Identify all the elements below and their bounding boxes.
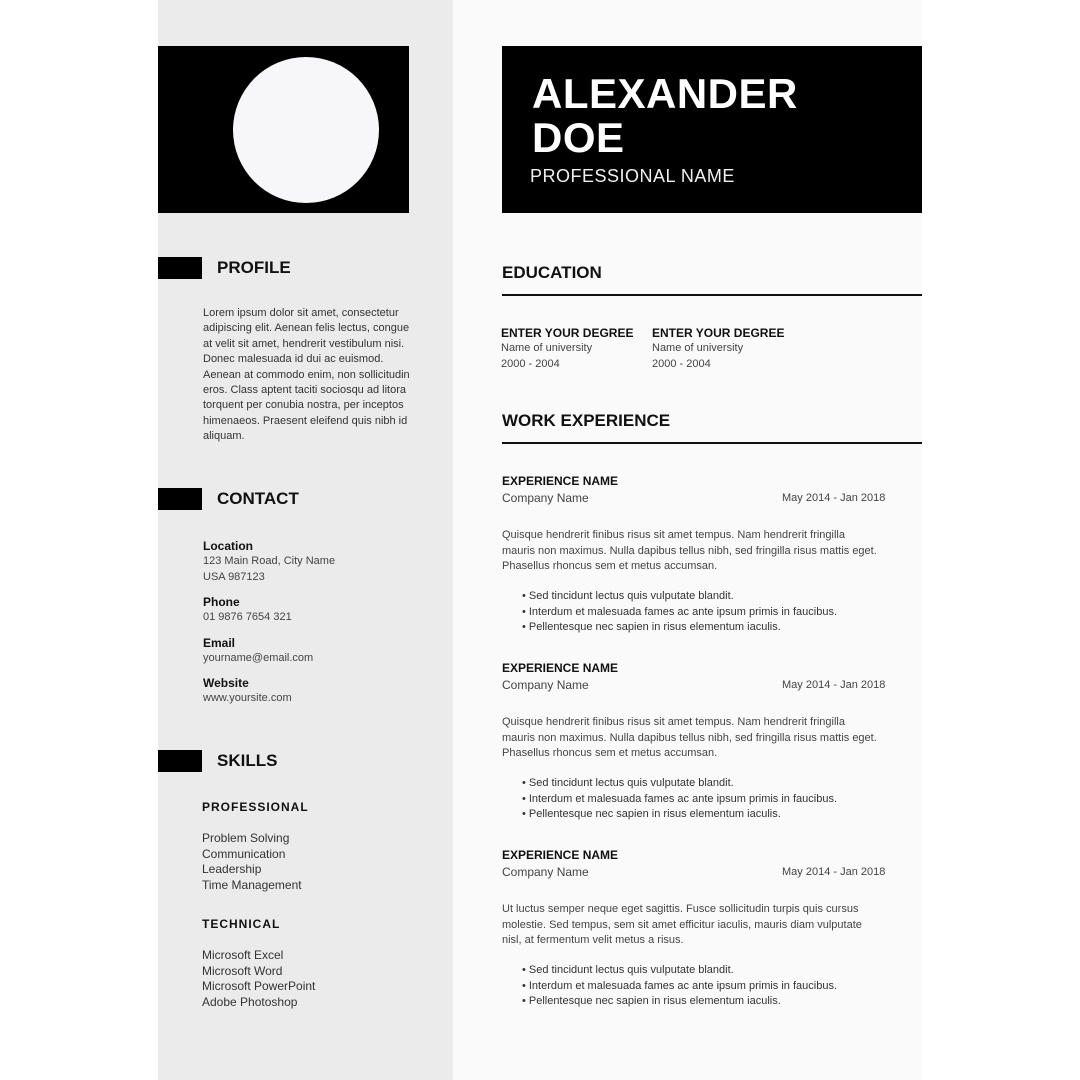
experience-dates: May 2014 - Jan 2018 [782, 866, 886, 878]
section-divider [502, 442, 922, 444]
profile-title: PROFILE [217, 258, 291, 277]
technical-skills-heading: TECHNICAL [202, 917, 281, 931]
experience-item [502, 847, 886, 1007]
list-item: Leadership [202, 862, 262, 876]
experience-dates: May 2014 - Jan 2018 [782, 679, 886, 691]
university: Name of university [652, 342, 744, 354]
first-name: ALEXANDER [532, 70, 798, 117]
education-heading [502, 262, 922, 284]
experience-dates: May 2014 - Jan 2018 [782, 492, 886, 504]
contact-email [203, 636, 313, 667]
experience-title: EXPERIENCE NAME [502, 474, 619, 488]
years: 2000 - 2004 [652, 357, 711, 370]
email-label: Email [203, 636, 236, 650]
experience-bullets [522, 963, 837, 1010]
list-item: • Interdum et malesuada fames ac ante ipsum primis in faucibus. [522, 792, 837, 808]
heading-bar [158, 750, 202, 772]
skills-title: SKILLS [217, 751, 278, 770]
section-divider [502, 294, 922, 296]
list-item: Communication [202, 846, 286, 861]
company-name: Company Name [502, 865, 589, 879]
phone-label: Phone [203, 595, 240, 609]
experience-bullets [522, 589, 837, 636]
work-title: WORK EXPERIENCE [502, 411, 671, 430]
experience-title: EXPERIENCE NAME [502, 661, 619, 675]
list-item: • Sed tincidunt lectus quis vulputate blandit. [522, 776, 837, 792]
education-item [501, 325, 633, 372]
list-item: Microsoft PowerPoint [202, 979, 316, 993]
contact-title: CONTACT [217, 489, 299, 508]
experience-item [502, 660, 886, 820]
list-item: Microsoft Excel [202, 948, 284, 962]
company-name: Company Name [502, 491, 589, 505]
experience-title: EXPERIENCE NAME [502, 848, 619, 862]
location-line1: 123 Main Road, City Name [203, 555, 336, 567]
education-item [652, 325, 784, 372]
location-label: Location [203, 539, 253, 553]
university: Name of university [501, 342, 593, 354]
experience-item [502, 473, 886, 633]
website-label: Website [203, 676, 249, 690]
list-item: Time Management [202, 877, 302, 892]
photo-block [158, 46, 409, 213]
technical-skills-list [202, 948, 315, 1010]
experience-bullets [522, 776, 837, 823]
email-value[interactable]: yourname@email.com [203, 652, 314, 664]
education-title: EDUCATION [502, 263, 602, 282]
list-item: • Interdum et malesuada fames ac ante ipsum primis in faucibus. [522, 979, 837, 995]
heading-bar [158, 257, 202, 279]
experience-description: Quisque hendrerit finibus risus sit amet tempus. Nam hendrerit fringilla mauris non maximus. Nulla dapibus tellus nibh, sed fringilla risus mattis eget. Phasellus rhoncus sem et metus accumsan. [502, 529, 877, 572]
years: 2000 - 2004 [501, 357, 560, 370]
heading-bar [158, 488, 202, 510]
list-item: Problem Solving [202, 831, 290, 845]
work-heading [502, 410, 922, 432]
website-value[interactable]: www.yoursite.com [203, 692, 292, 704]
experience-description: Quisque hendrerit finibus risus sit amet tempus. Nam hendrerit fringilla mauris non maximus. Nulla dapibus tellus nibh, sed fringilla risus mattis eget. Phasellus rhoncus sem et metus accumsan. [502, 716, 877, 759]
list-item: • Pellentesque nec sapien in risus elementum iaculis. [522, 807, 837, 823]
degree: ENTER YOUR DEGREE [501, 326, 634, 340]
location-line2: USA 987123 [203, 570, 265, 583]
contact-location [203, 539, 335, 585]
list-item: • Sed tincidunt lectus quis vulputate blandit. [522, 963, 837, 979]
degree: ENTER YOUR DEGREE [652, 326, 785, 340]
contact-phone [203, 595, 292, 626]
professional-skills-list [202, 831, 302, 893]
profile-text: Lorem ipsum dolor sit amet, consectetur adipiscing elit. Aenean felis lectus, congue at velit sit amet, hendrerit vestibulum nisi. Donec malesuada id dui ac euismod. Aenean at commodo enim, non sollicitudin eros. Class aptent taciti sociosqu ad litora torquent per conubia nostra, per inceptos himenaeos. Praesent eleifend quis nibh id aliquam. [203, 307, 410, 443]
list-item: Microsoft Word [202, 963, 283, 978]
list-item: • Sed tincidunt lectus quis vulputate blandit. [522, 589, 837, 605]
phone-value: 01 9876 7654 321 [203, 611, 292, 623]
professional-title: PROFESSIONAL NAME [530, 166, 735, 186]
list-item: • Pellentesque nec sapien in risus elementum iaculis. [522, 994, 837, 1010]
name-header [502, 46, 922, 213]
company-name: Company Name [502, 678, 589, 692]
experience-description: Ut luctus semper neque eget sagittis. Fusce sollicitudin turpis quis cursus molestie. Sed tempus, sem sit amet efficitur iaculis, mauris diam vulputate nisl, at fermentum velit metus a risus. [502, 903, 862, 946]
list-item: • Interdum et malesuada fames ac ante ipsum primis in faucibus. [522, 605, 837, 621]
list-item: Adobe Photoshop [202, 994, 298, 1009]
last-name: DOE [532, 114, 625, 161]
list-item: • Pellentesque nec sapien in risus elementum iaculis. [522, 620, 837, 636]
professional-skills-heading: PROFESSIONAL [202, 800, 309, 814]
profile-photo-placeholder [233, 57, 379, 203]
contact-website [203, 676, 292, 707]
